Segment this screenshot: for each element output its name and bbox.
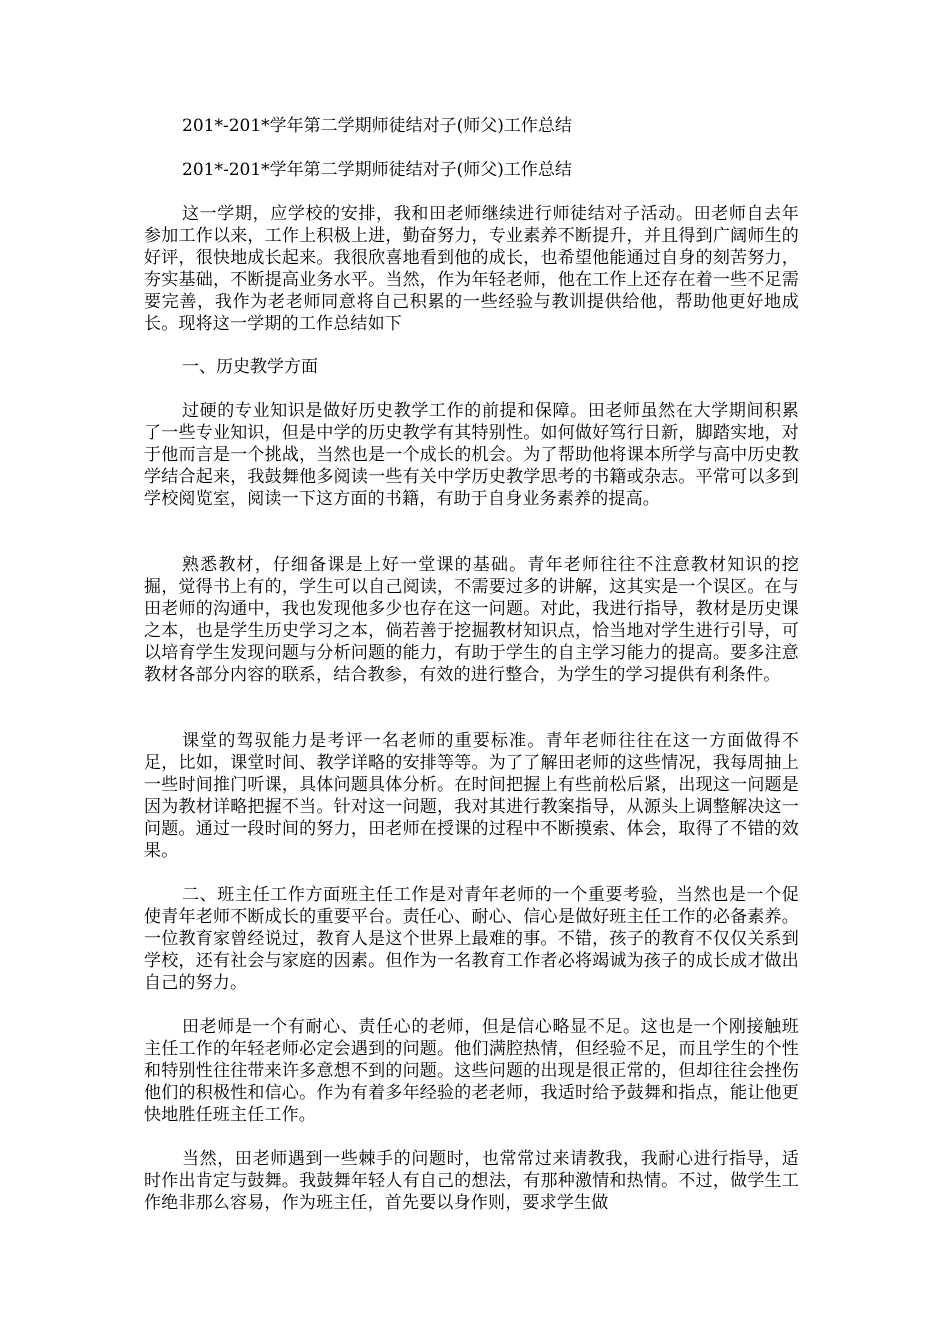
paragraph-professional-knowledge: 过硬的专业知识是做好历史教学工作的前提和保障。田老师虽然在大学期间积累了一些专业知识，但是中学的历史教学有其特别性。如何做好笃行日新，脚踏实地，对于他而言是一个挑战，当然也是一个成长的机会。为了帮助他将课本所学与高中历史教学结合起来，我鼓舞他多阅读一些有关中学历史教学思考的书籍或杂志。平常可以多到学校阅览室，阅读一下这方面的书籍，有助于自身业务素养的提高。: [144, 401, 799, 509]
section-title-history: 一、历史教学方面: [182, 357, 318, 377]
paragraph-textbook-preparation: 熟悉教材，仔细备课是上好一堂课的基础。青年老师往往不注意教材知识的挖掘，觉得书上有的，学生可以自己阅读，不需要过多的讲解，这其实是一个误区。在与田老师的沟通中，我也发现他多少也存在这一问题。对此，我进行指导，教材是历史课之本，也是学生历史学习之本，倘若善于挖掘教材知识点，恰当地对学生进行引导，可以培育学生发现问题与分析问题的能力，有助于学生的自主学习能力的提高。要多注意教材各部分内容的联系，结合教参，有效的进行整合，为学生的学习提供有利条件。: [144, 555, 799, 685]
paragraph-confidence: 田老师是一个有耐心、责任心的老师，但是信心略显不足。这也是一个刚接触班主任工作的年轻老师必定会遇到的问题。他们满腔热情，但经验不足，而且学生的个性和特别性往往带来许多意想不到的问题。这些问题的出现是很正常的，但却往往会挫伤他们的积极性和信心。作为有着多年经验的老老师，我适时给予鼓舞和指点，能让他更快地胜任班主任工作。: [144, 1017, 799, 1125]
paragraph-guidance: 当然，田老师遇到一些棘手的问题时，也常常过来请教我，我耐心进行指导，适时作出肯定与鼓舞。我鼓舞年轻人有自己的想法，有那种激情和热情。不过，做学生工作绝非那么容易，作为班主任，首先要以身作则，要求学生做: [144, 1149, 799, 1213]
paragraph-classroom-control: 课堂的驾驭能力是考评一名老师的重要标准。青年老师往往在这一方面做得不足，比如，课堂时间、教学详略的安排等等。为了了解田老师的这些情况，我每周抽上一些时间推门听课，具体问题具体分析。在时间把握上有些前松后紧，出现这一问题是因为教材详略把握不当。针对这一问题，我对其进行教案指导，从源头上调整解决这一问题。通过一段时间的努力，田老师在授课的过程中不断摸索、体会，取得了不错的效果。: [144, 731, 799, 861]
document-title: 201*-201*学年第二学期师徒结对子(师父)工作总结: [182, 116, 572, 136]
intro-paragraph: 这一学期，应学校的安排，我和田老师继续进行师徒结对子活动。田老师自去年参加工作以来，工作上积极上进，勤奋努力，专业素养不断提升，并且得到广阔师生的好评，很快地成长起来。我很欣喜地看到他的成长，也希望他能通过自身的刻苦努力，夯实基础，不断提高业务水平。当然，作为年轻老师，他在工作上还存在着一些不足需要完善，我作为老老师同意将自己积累的一些经验与教训提供给他，帮助他更好地成长。现将这一学期的工作总结如下: [144, 204, 799, 334]
paragraph-homeroom-work: 二、班主任工作方面班主任工作是对青年老师的一个重要考验，当然也是一个促使青年老师不断成长的重要平台。责任心、耐心、信心是做好班主任工作的必备素养。一位教育家曾经说过，教育人是这个世界上最难的事。不错，孩子的教育不仅仅关系到学校，还有社会与家庭的因素。但作为一名教育工作者必将竭诚为孩子的成长成才做出自己的努力。: [144, 885, 799, 993]
document-subtitle: 201*-201*学年第二学期师徒结对子(师父)工作总结: [182, 160, 572, 180]
